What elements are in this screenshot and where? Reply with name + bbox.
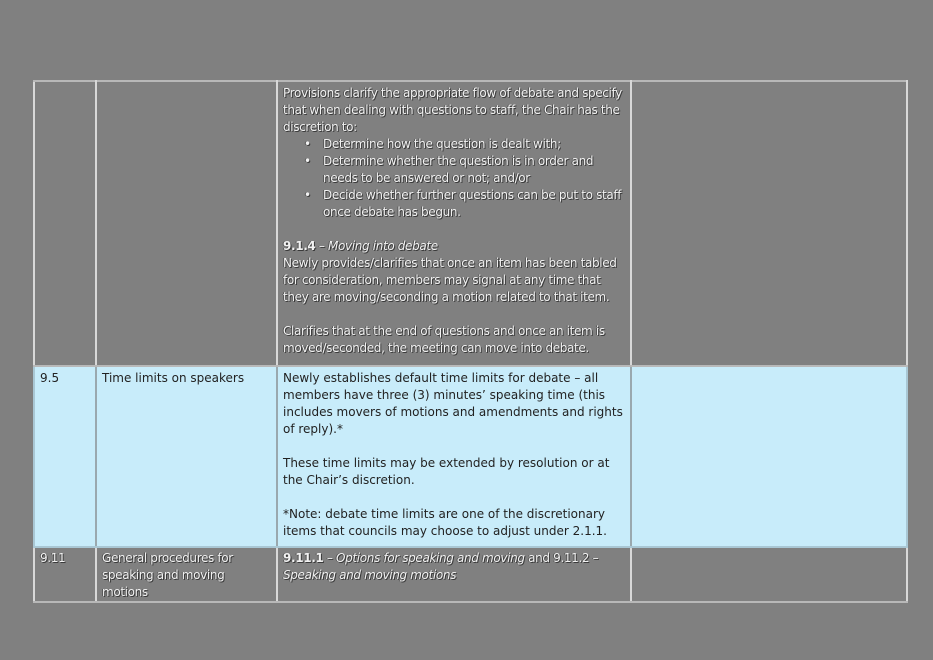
bullet-icon: • (304, 137, 311, 151)
subsection-number: 9.1.4 (283, 239, 316, 253)
table-row (34, 547, 907, 602)
description-note: *Note: debate time limits are one of the discretionary items that councils may choose to adjust under 2.1.1. (283, 507, 607, 538)
subsection-body: Newly provides/clarifies that once an item has been tabled for consideration, members may signal at any time that they are moving/seconding a motion related to that item. (283, 256, 617, 304)
subsection-title: Moving into debate (328, 239, 438, 253)
description-intro: Provisions clarify the appropriate flow of debate and specify that when dealing with questions to staff, the Chair has the discretion to: (283, 86, 622, 134)
description-closing: Clarifies that at the end of questions and once an item is moved/seconded, the meeting can move into debate. (283, 324, 605, 355)
topic-cell: General procedures for speaking and moving motions (96, 547, 277, 602)
list-item: • Determine how the question is dealt with; (304, 137, 561, 151)
description-cell (277, 81, 631, 366)
discretion-list (283, 136, 625, 221)
notes-cell (631, 81, 907, 366)
subsection-references: 9.11.1 – Options for speaking and moving and 9.11.2 – Speaking and moving motions (283, 551, 599, 582)
section-number-cell: 9.11 (34, 547, 96, 602)
bullet-icon: • (304, 188, 311, 202)
notes-cell (631, 547, 907, 602)
description-paragraph: These time limits may be extended by resolution or at the Chair’s discretion. (283, 456, 610, 487)
description-cell (277, 366, 631, 547)
description-cell (277, 547, 631, 602)
topic-cell (96, 81, 277, 366)
description-paragraph: Newly establishes default time limits for debate – all members have three (3) minutes’ speaking time (this includes movers of motions and amendments and rights of reply).* (283, 371, 623, 436)
list-item: • Decide whether further questions can be put to staff once debate has begun. (304, 188, 622, 219)
topic-cell: Time limits on speakers (96, 366, 277, 547)
table-row (34, 81, 907, 366)
section-number-cell (34, 81, 96, 366)
section-number-cell: 9.5 (34, 366, 96, 547)
procedure-bylaw-table (33, 80, 908, 603)
notes-cell (631, 366, 907, 547)
subsection-heading: 9.1.4 – Moving into debate (283, 239, 438, 253)
table-row-highlighted (34, 366, 907, 547)
bullet-icon: • (304, 154, 311, 168)
list-item: • Determine whether the question is in order and needs to be answered or not; and/or (304, 154, 594, 185)
